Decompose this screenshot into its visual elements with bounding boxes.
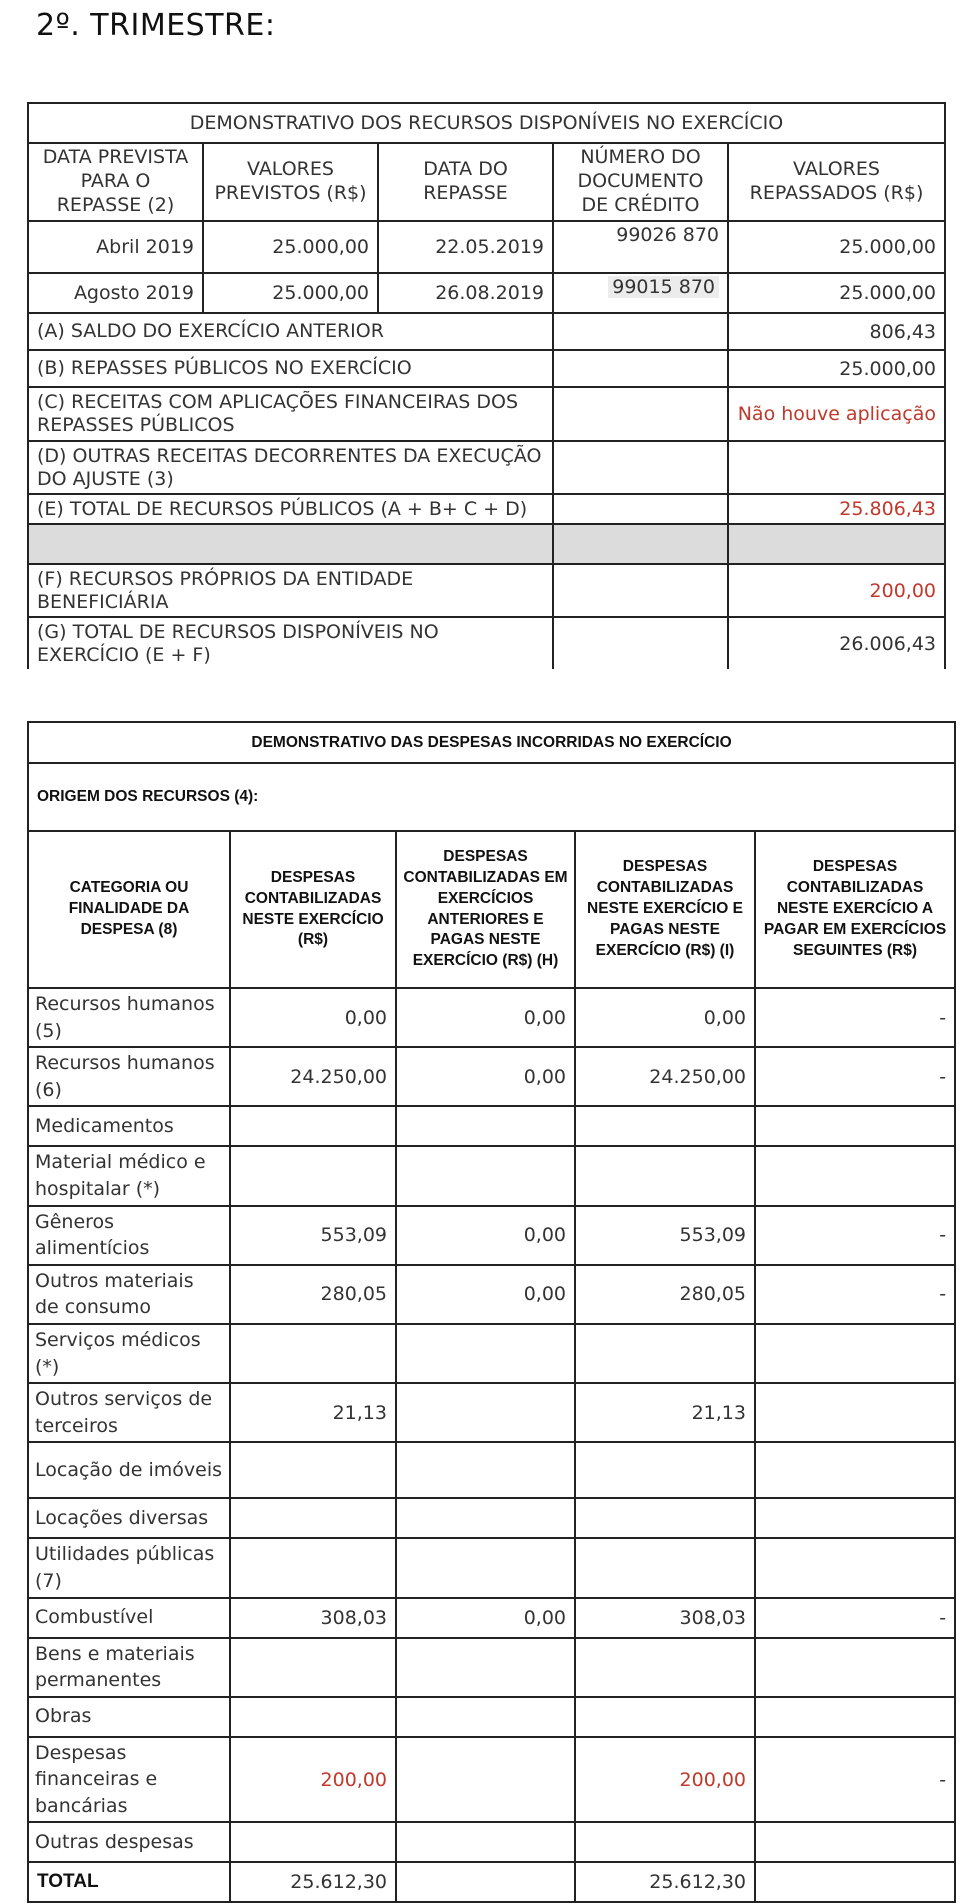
expense-value-c2: 0,00 — [396, 1598, 575, 1638]
table-row — [28, 1598, 955, 1638]
expense-category: Despesas financeiras e bancárias — [28, 1737, 230, 1823]
expense-value-c2 — [396, 1538, 575, 1597]
table-row — [28, 1106, 955, 1146]
expense-category: Locação de imóveis — [28, 1442, 230, 1498]
expense-value-c2 — [396, 1383, 575, 1442]
table-row — [28, 988, 955, 1047]
expense-value-c1 — [230, 1697, 396, 1737]
transfer-doc-number — [553, 273, 728, 313]
expense-value-c4 — [755, 1538, 955, 1597]
expense-value-c1: 21,13 — [230, 1383, 396, 1442]
expense-category: Obras — [28, 1697, 230, 1737]
total-label: TOTAL — [28, 1862, 230, 1902]
expense-value-c4: - — [755, 988, 955, 1047]
summary-label: (A) SALDO DO EXERCÍCIO ANTERIOR — [28, 313, 553, 350]
expense-category: Bens e materiais permanentes — [28, 1638, 230, 1697]
col-category: CATEGORIA OU FINALIDADE DA DESPESA (8) — [28, 831, 230, 988]
expense-value-c1 — [230, 1498, 396, 1538]
expense-value-c2 — [396, 1697, 575, 1737]
expense-value-c3: 280,05 — [575, 1265, 755, 1324]
table-row — [28, 1383, 955, 1442]
expense-value-c3 — [575, 1538, 755, 1597]
expense-value-c2: 0,00 — [396, 1206, 575, 1265]
summary-row-e — [28, 494, 945, 524]
total-c1: 25.612,30 — [230, 1862, 396, 1902]
expense-value-c1: 0,00 — [230, 988, 396, 1047]
expense-value-c4 — [755, 1106, 955, 1146]
expense-value-c4 — [755, 1638, 955, 1697]
expense-value-c4 — [755, 1324, 955, 1383]
expense-value-c1 — [230, 1324, 396, 1383]
expense-value-c2 — [396, 1146, 575, 1205]
expense-value-c1 — [230, 1106, 396, 1146]
expenses-table — [27, 721, 956, 1903]
expense-value-c3: 24.250,00 — [575, 1047, 755, 1106]
expense-value-c1: 308,03 — [230, 1598, 396, 1638]
table-row — [28, 1206, 955, 1265]
summary-row-c — [28, 387, 945, 441]
expense-category: Utilidades públicas (7) — [28, 1538, 230, 1597]
col-planned-value: VALORES PREVISTOS (R$) — [203, 143, 378, 221]
summary-value: 26.006,43 — [728, 617, 945, 669]
summary-label: (G) TOTAL DE RECURSOS DISPONÍVEIS NO EXERCÍCIO (E + F) — [28, 617, 553, 669]
expense-value-c3 — [575, 1822, 755, 1862]
expense-category: Medicamentos — [28, 1106, 230, 1146]
summary-value: 806,43 — [728, 313, 945, 350]
expense-value-c2 — [396, 1106, 575, 1146]
summary-label: (C) RECEITAS COM APLICAÇÕES FINANCEIRAS DOS REPASSES PÚBLICOS — [28, 387, 553, 441]
expense-category: Material médico e hospitalar (*) — [28, 1146, 230, 1205]
col-booked-this-year: DESPESAS CONTABILIZADAS NESTE EXERCÍCIO (R$) — [230, 831, 396, 988]
col-planned-date: DATA PREVISTA PARA O REPASSE (2) — [28, 143, 203, 221]
expense-value-c1: 280,05 — [230, 1265, 396, 1324]
expense-value-c4 — [755, 1498, 955, 1538]
own-resources-row — [28, 564, 945, 617]
transfer-planned-date: Agosto 2019 — [28, 273, 203, 313]
total-c3: 25.612,30 — [575, 1862, 755, 1902]
expense-value-c3 — [575, 1697, 755, 1737]
expense-value-c1: 553,09 — [230, 1206, 396, 1265]
expense-value-c4: - — [755, 1598, 955, 1638]
col-to-pay-next-years: DESPESAS CONTABILIZADAS NESTE EXERCÍCIO A PAGAR EM EXERCÍCIOS SEGUINTES (R$) — [755, 831, 955, 988]
expense-value-c1: 200,00 — [230, 1737, 396, 1823]
expense-category: Outras despesas — [28, 1822, 230, 1862]
expense-value-c4: - — [755, 1265, 955, 1324]
transfer-value: 25.000,00 — [728, 273, 945, 313]
total-c2 — [396, 1862, 575, 1902]
expense-value-c4 — [755, 1697, 955, 1737]
summary-value: 25.806,43 — [728, 494, 945, 524]
expenses-total-row — [28, 1862, 955, 1902]
transfer-planned-value: 25.000,00 — [203, 273, 378, 313]
resources-table — [27, 102, 946, 669]
summary-row-b — [28, 350, 945, 387]
summary-value: 25.000,00 — [728, 350, 945, 387]
expense-value-c2 — [396, 1498, 575, 1538]
table-row — [28, 1265, 955, 1324]
expense-value-c4 — [755, 1442, 955, 1498]
expense-value-c3 — [575, 1498, 755, 1538]
expense-value-c4 — [755, 1822, 955, 1862]
summary-value: 200,00 — [728, 564, 945, 617]
expense-value-c4: - — [755, 1047, 955, 1106]
expense-value-c3: 553,09 — [575, 1206, 755, 1265]
resources-table-title: DEMONSTRATIVO DOS RECURSOS DISPONÍVEIS NO EXERCÍCIO — [28, 103, 945, 143]
expense-category: Recursos humanos (6) — [28, 1047, 230, 1106]
expense-value-c3: 200,00 — [575, 1737, 755, 1823]
col-credit-document: NÚMERO DO DOCUMENTO DE CRÉDITO — [553, 143, 728, 221]
table-row — [28, 1146, 955, 1205]
col-transferred-value: VALORES REPASSADOS (R$) — [728, 143, 945, 221]
doc-number-box: 99015 870 — [608, 276, 719, 298]
expense-value-c1 — [230, 1146, 396, 1205]
col-booked-prior-paid-now: DESPESAS CONTABILIZADAS EM EXERCÍCIOS ANTERIORES E PAGAS NESTE EXERCÍCIO (R$) (H) — [396, 831, 575, 988]
transfer-value: 25.000,00 — [728, 221, 945, 273]
expense-value-c3 — [575, 1324, 755, 1383]
table-row — [28, 1822, 955, 1862]
transfer-doc-number: 99026 870 — [553, 221, 728, 273]
expense-value-c3 — [575, 1638, 755, 1697]
expense-value-c2 — [396, 1638, 575, 1697]
expense-value-c3 — [575, 1146, 755, 1205]
table-row — [28, 1538, 955, 1597]
table-row — [28, 1047, 955, 1106]
expense-category: Gêneros alimentícios — [28, 1206, 230, 1265]
expense-rows — [28, 988, 955, 1862]
transfer-row — [28, 273, 945, 313]
expense-value-c3 — [575, 1442, 755, 1498]
summary-label: (D) OUTRAS RECEITAS DECORRENTES DA EXECUÇÃO DO AJUSTE (3) — [28, 441, 553, 494]
expense-value-c3 — [575, 1106, 755, 1146]
shaded-separator-row — [28, 524, 945, 564]
table-row — [28, 1697, 955, 1737]
expense-value-c2: 0,00 — [396, 988, 575, 1047]
table-row — [28, 1737, 955, 1823]
expense-value-c2: 0,00 — [396, 1265, 575, 1324]
summary-row-d — [28, 441, 945, 494]
summary-label: (E) TOTAL DE RECURSOS PÚBLICOS (A + B+ C + D) — [28, 494, 553, 524]
summary-row-a — [28, 313, 945, 350]
expense-value-c1 — [230, 1442, 396, 1498]
page-title: 2º. TRIMESTRE: — [36, 8, 276, 43]
expense-category: Outros serviços de terceiros — [28, 1383, 230, 1442]
expense-category: Recursos humanos (5) — [28, 988, 230, 1047]
table-row — [28, 1442, 955, 1498]
transfer-row — [28, 221, 945, 273]
table-row — [28, 1638, 955, 1697]
col-booked-paid-now: DESPESAS CONTABILIZADAS NESTE EXERCÍCIO E PAGAS NESTE EXERCÍCIO (R$) (I) — [575, 831, 755, 988]
summary-label: (B) REPASSES PÚBLICOS NO EXERCÍCIO — [28, 350, 553, 387]
expense-value-c1: 24.250,00 — [230, 1047, 396, 1106]
expense-value-c2 — [396, 1822, 575, 1862]
expense-value-c4: - — [755, 1737, 955, 1823]
expense-value-c1 — [230, 1638, 396, 1697]
col-transfer-date: DATA DO REPASSE — [378, 143, 553, 221]
transfer-date: 26.08.2019 — [378, 273, 553, 313]
expense-value-c4 — [755, 1146, 955, 1205]
transfer-planned-date: Abril 2019 — [28, 221, 203, 273]
expense-category: Combustível — [28, 1598, 230, 1638]
expense-value-c2: 0,00 — [396, 1047, 575, 1106]
expense-value-c4 — [755, 1383, 955, 1442]
expense-value-c1 — [230, 1538, 396, 1597]
expense-value-c3: 0,00 — [575, 988, 755, 1047]
expense-value-c1 — [230, 1822, 396, 1862]
expense-value-c2 — [396, 1737, 575, 1823]
resources-column-headers — [28, 143, 945, 221]
expense-category: Outros materiais de consumo — [28, 1265, 230, 1324]
expense-value-c4: - — [755, 1206, 955, 1265]
transfer-planned-value: 25.000,00 — [203, 221, 378, 273]
expense-value-c2 — [396, 1442, 575, 1498]
expense-category: Locações diversas — [28, 1498, 230, 1538]
expenses-table-title: DEMONSTRATIVO DAS DESPESAS INCORRIDAS NO EXERCÍCIO — [28, 722, 955, 763]
summary-value — [728, 441, 945, 494]
expense-value-c3: 21,13 — [575, 1383, 755, 1442]
expense-value-c2 — [396, 1324, 575, 1383]
table-row — [28, 1324, 955, 1383]
summary-label: (F) RECURSOS PRÓPRIOS DA ENTIDADE BENEFICIÁRIA — [28, 564, 553, 617]
expense-value-c3: 308,03 — [575, 1598, 755, 1638]
table-row — [28, 1498, 955, 1538]
transfer-date: 22.05.2019 — [378, 221, 553, 273]
expense-category: Serviços médicos (*) — [28, 1324, 230, 1383]
total-available-row — [28, 617, 945, 669]
summary-value: Não houve aplicação — [728, 387, 945, 441]
expenses-column-headers — [28, 831, 955, 988]
resource-origin-label: ORIGEM DOS RECURSOS (4): — [28, 763, 955, 831]
total-c4 — [755, 1862, 955, 1902]
